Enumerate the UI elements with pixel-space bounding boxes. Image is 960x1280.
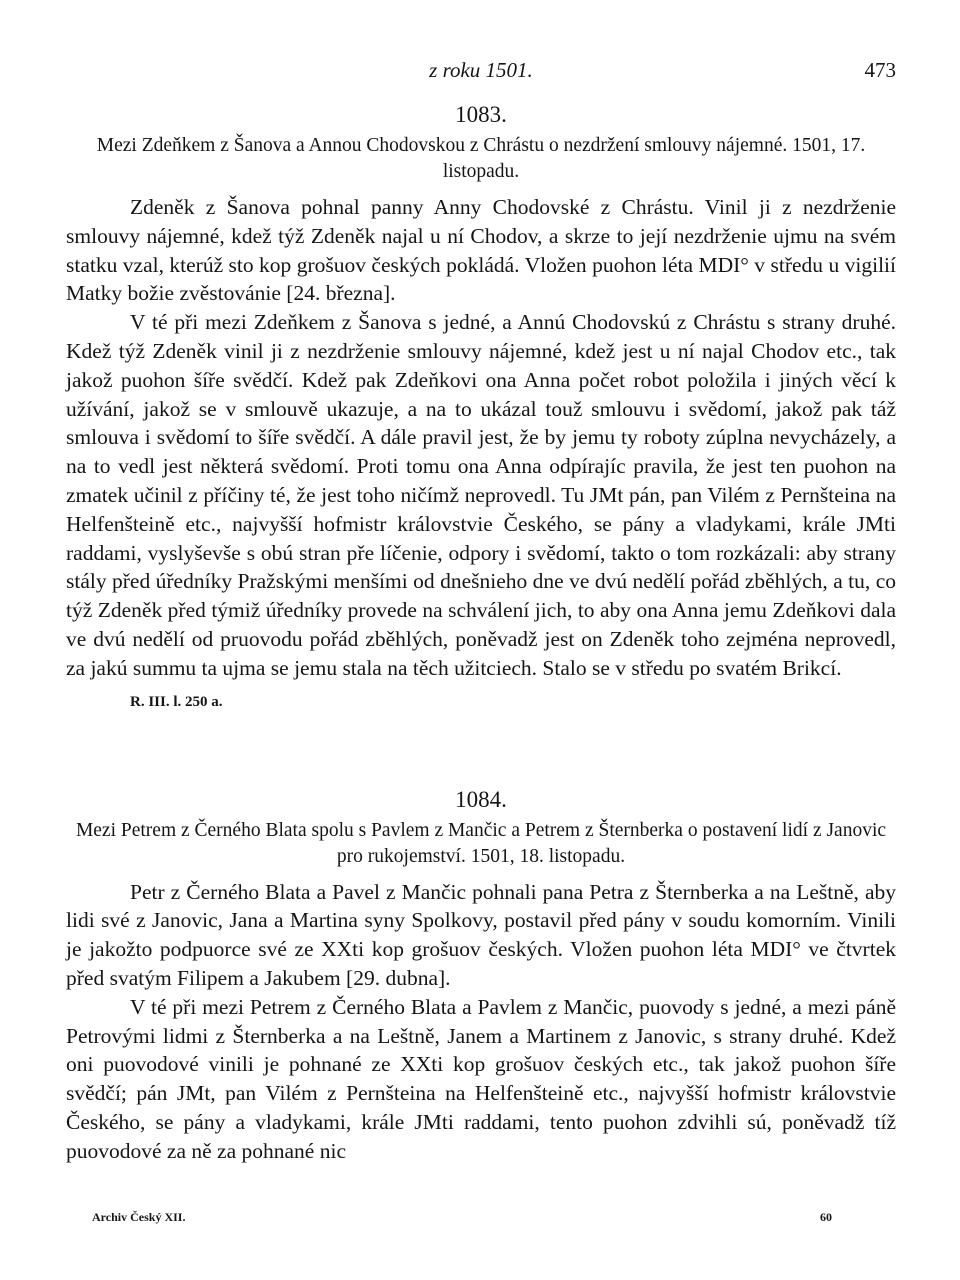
source-reference: R. III. l. 250 a.	[130, 693, 223, 710]
running-head	[66, 58, 896, 88]
paragraph: V té při mezi Zdeňkem z Šanova s jedné, a Annú Chodovskú z Chrástu s strany druhé. Kdež týž Zdeněk vinil ji z nezdrženie smlouvy nájemné, kdež jest u ní najal Chodov etc., tak jakož puohon šíře svědčí. Kdež pak Zdeňkovi ona Anna počet robot položila i jiných věcí k užívání, jakož se v smlouvě ukazuje, a na to ukázal touž smlouvu i svědomí, jakož pak táž smlouva i svědomí to šíře svědčí. A dále pravil jest, že by jemu ty roboty zúplna nevycházely, a na to vedl jest některá svědomí. Proti tomu ona Anna odpírajíc pravila, že jest ten puohon na zmatek učinil z příčiny té, že jest toho ničímž neprovedl. Tu JMt pán, pan Vilém z Pernšteina na Helfenšteině etc., najvyšší hofmistr královstvie Českého, se pány a vladykami, krále JMti raddami, vyslyševše s obú stran pře líčenie, odpory i svědomí, takto o tom rozkázali: aby strany stály před úředníky Pražskými menšími od dnešnieho dne ve dvú nedělí pořád zběhlých, a tu, co týž Zdeněk před týmiž úředníky provede na schválení jich, to aby ona Anna jemu Zdeňkovi dala ve dvú nedělí od pruovodu pořád zběhlých, poněvadž jest on Zdeněk toho zejména neprovedl, za jakú summu ta ujma se jemu stala na těch užitciech. Stalo se v středu po svatém Brikcí.	[66, 310, 896, 680]
entry-number: 1083.	[455, 102, 507, 127]
paragraph: Petr z Černého Blata a Pavel z Mančic pohnali pana Petra z Šternberka a na Leštně, aby lidi své z Janovic, Jana a Martina syny Spolkovy, postavil před pány v soudu komorním. Vinili je jakožto podpuorce své ze XXti kop grošuov českých. Vložen puohon léta MDI° ve čtvrtek před svatým Filipem a Jakubem [29. dubna].	[66, 879, 896, 990]
entry-1084	[66, 785, 896, 1166]
footer-volume: Archiv Český XII.	[92, 1210, 186, 1224]
section-gap	[66, 713, 896, 785]
footer-signature: 60	[820, 1210, 832, 1224]
entry-1083	[66, 100, 896, 713]
entry-heading: Mezi Petrem z Černého Blata spolu s Pavlem z Mančic a Petrem z Šternberka o postavení lidí z Janovic pro rukojemství. 1501, 18. listopadu.	[75, 819, 887, 867]
page-number: 473	[864, 58, 896, 82]
paragraph: Zdeněk z Šanova pohnal panny Anny Chodovské z Chrástu. Vinil ji z nezdrženie smlouvy nájemné, kdež týž Zdeněk najal u ní Chodov, a skrze to její nezdrženie ujmu na svém statku vzal, kterúž sto kop grošuov českých pokládá. Vložen puohon léta MDI° v středu u vigilií Matky božie zvěstovánie [24. března].	[66, 195, 896, 306]
paragraph: V té při mezi Petrem z Černého Blata a Pavlem z Mančic, puovody s jedné, a mezi páně Petrovými lidmi z Šternberka a na Leštně, Janem a Martinem z Janovic, s strany druhé. Kdež oni puovodové vinili je pohnané ze XXti kop grošuov českých etc., tak jakož puohon šíře svědčí; pán JMt, pan Vilém z Pernšteina na Helfenšteině etc., najvyšší hofmistr královstvie Českého, se pány a vladykami, krále JMti raddami, tento puohon zdvihli sú, poněvadž tíž puovodové za ně za pohnané nic	[66, 994, 896, 1163]
entry-number: 1084.	[455, 786, 507, 812]
entry-heading: Mezi Zdeňkem z Šanova a Annou Chodovskou z Chrástu o nezdržení smlouvy nájemné. 1501, 17. listopadu.	[96, 135, 866, 182]
running-title: z roku 1501.	[429, 58, 533, 82]
page-content	[66, 100, 896, 1166]
page-footer	[92, 1210, 832, 1230]
